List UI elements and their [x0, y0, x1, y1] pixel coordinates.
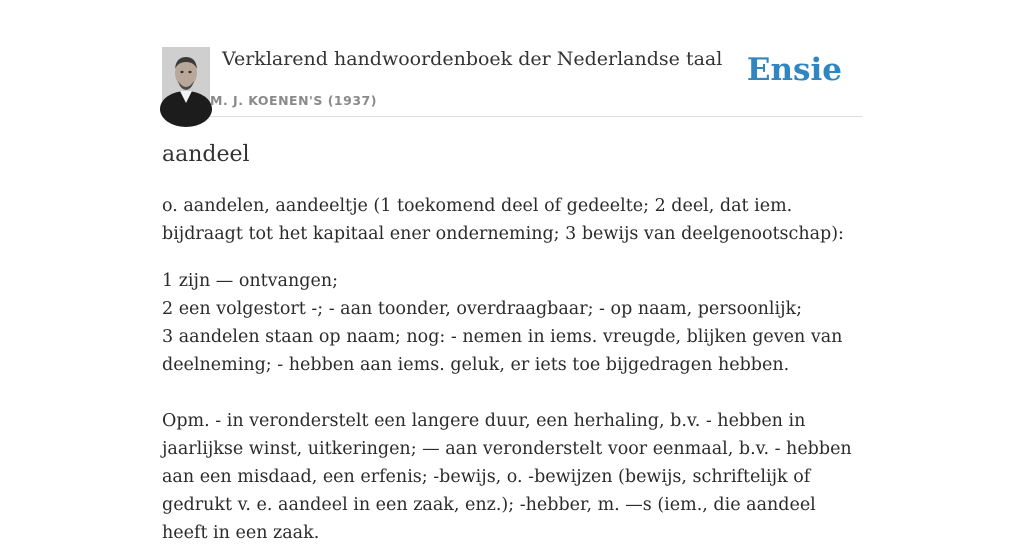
entry-note: Opm. - in veronderstelt een langere duur, een herhaling, b.v. - hebben in jaarlijkse winst, uitkeringen; — aan veronderstelt voor eenmaal, b.v. - hebben aan een misdaad, een erfenis; -bewijs, o. -bewijzen (bewijs, schriftelijk of gedrukt v. e. aandeel in een zaak, enz.); -hebber, m. —s (iem., die aandeel heeft in een zaak.	[162, 411, 852, 543]
ensie-logo-link[interactable]: Ensie	[746, 52, 842, 88]
entry-usage-list	[162, 267, 862, 379]
usage-line: 2 een volgestort -; - aan toonder, overdraagbaar; - op naam, persoonlijk;	[162, 299, 803, 319]
author-portrait-icon	[162, 47, 210, 115]
author-source: M. J. KOENEN'S (1937)	[210, 93, 377, 108]
usage-line: 1 zijn — ontvangen;	[162, 271, 338, 291]
page-content	[162, 0, 862, 543]
entry-definition: o. aandelen, aandeeltje (1 toekomend deel of gedeelte; 2 deel, dat iem. bijdraagt tot het kapitaal ener onderneming; 3 bewijs van deelgenootschap):	[162, 196, 844, 244]
entry-headword: aandeel	[162, 142, 250, 167]
dictionary-header	[162, 0, 862, 117]
usage-line: 3 aandelen staan op naam; nog: - nemen in iems. vreugde, blijken geven van deelneming; - hebben aan iems. geluk, er iets toe bijgedragen hebben.	[162, 327, 843, 375]
book-title: Verklarend handwoordenboek der Nederlandse taal	[222, 48, 723, 70]
